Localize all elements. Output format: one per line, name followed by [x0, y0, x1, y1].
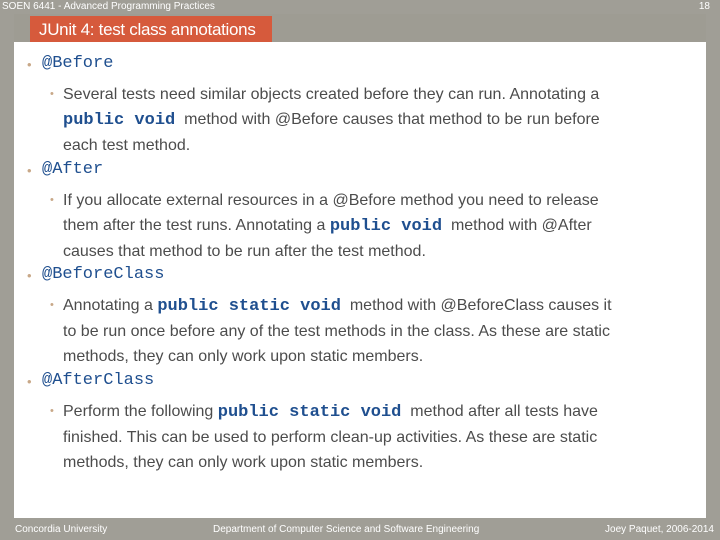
bullet-marker: •	[27, 268, 32, 283]
text-line: causes that method to be run after the test method.	[63, 243, 426, 260]
text-line: Several tests need similar objects created before they can run. Annotating a	[63, 86, 600, 103]
text-line: methods, they can only work upon static members.	[63, 348, 424, 365]
text-line: finished. This can be used to perform clean-up activities. As these are static	[63, 429, 598, 446]
sub-bullet-marker: •	[50, 299, 54, 311]
text-line: public void method with @Before causes that method to be run before	[63, 111, 600, 130]
code-keyword: public void	[329, 217, 443, 236]
text-line: If you allocate external resources in a @Before method you need to release	[63, 192, 599, 209]
text-line: them after the test runs. Annotating a public void method with @After	[63, 217, 592, 236]
bullet-marker: •	[27, 57, 32, 72]
annotation-heading: @Before	[42, 54, 114, 73]
code-keyword: public static void	[157, 297, 341, 316]
text-line: Annotating a public static void method with @BeforeClass causes it	[63, 297, 612, 316]
annotation-description	[63, 82, 703, 158]
footer-department: Department of Computer Science and Software Engineering	[213, 524, 480, 535]
bullet-marker: •	[27, 374, 32, 389]
bullet-marker: •	[27, 163, 32, 178]
right-frame	[706, 14, 720, 518]
code-keyword: public static void	[217, 403, 402, 422]
sub-bullet-marker: •	[50, 88, 54, 100]
page-number: 18	[698, 1, 710, 12]
annotation-heading: @AfterClass	[42, 371, 155, 390]
annotation-heading: @After	[42, 160, 104, 179]
footer-bar	[0, 518, 720, 540]
annotation-heading: @BeforeClass	[42, 265, 165, 284]
text-line: to be run once before any of the test methods in the class. As these are static	[63, 323, 610, 340]
slide-title: JUnit 4: test class annotations	[39, 20, 256, 39]
text-line: each test method.	[63, 137, 191, 154]
sub-bullet-marker: •	[50, 194, 54, 206]
slide-title-box	[30, 16, 272, 42]
footer-author: Joey Paquet, 2006-2014	[605, 524, 714, 535]
course-name: SOEN 6441 - Advanced Programming Practices	[2, 1, 215, 12]
text-line: Perform the following public static void method after all tests have	[63, 403, 598, 422]
annotation-description	[63, 188, 703, 264]
sub-bullet-marker: •	[50, 405, 54, 417]
annotation-description	[63, 399, 703, 475]
annotation-description	[63, 293, 703, 369]
footer-university: Concordia University	[15, 524, 108, 535]
text-line: methods, they can only work upon static members.	[63, 454, 424, 471]
left-frame	[0, 14, 14, 518]
top-bar	[0, 0, 720, 14]
code-keyword: public void	[63, 111, 176, 130]
